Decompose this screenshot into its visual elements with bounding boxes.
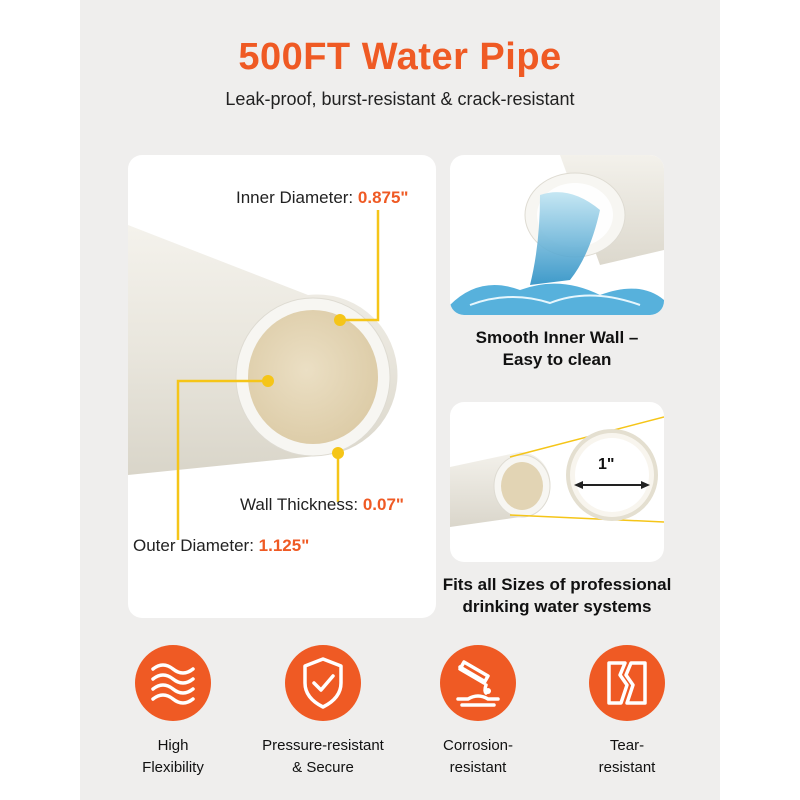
fit-sizes-card: [450, 402, 664, 562]
smooth-wall-card: [450, 155, 664, 315]
feature-label: Tear- resistant: [598, 737, 656, 776]
feature-label: High Flexibility: [142, 737, 204, 776]
corrosion-icon: [440, 645, 516, 721]
wall-thickness-label: Wall Thickness: 0.07": [240, 495, 404, 514]
pipe-size-label: 1": [598, 456, 615, 473]
smooth-wall-caption: Smooth Inner Wall – Easy to clean: [475, 328, 639, 369]
feature-corrosion: [413, 645, 543, 779]
page-subtitle: Leak-proof, burst-resistant & crack-resistant: [225, 89, 575, 109]
feature-flexibility: [108, 645, 238, 779]
outer-diameter-label: Outer Diameter: 1.125": [133, 536, 310, 555]
water-flow-illustration: [450, 155, 664, 315]
tear-icon: [589, 645, 665, 721]
inner-diameter-label: Inner Diameter: 0.875": [236, 188, 409, 207]
page-title: 500FT Water Pipe: [238, 36, 562, 78]
feature-pressure: [258, 645, 388, 779]
feature-tear: [562, 645, 692, 779]
pipe-size-illustration: [450, 402, 664, 562]
shield-check-icon: [285, 645, 361, 721]
fit-sizes-caption: Fits all Sizes of professional drinking water systems: [442, 575, 672, 616]
feature-label: Pressure-resistant & Secure: [262, 737, 384, 776]
feature-label: Corrosion- resistant: [442, 737, 514, 776]
waves-icon: [135, 645, 211, 721]
